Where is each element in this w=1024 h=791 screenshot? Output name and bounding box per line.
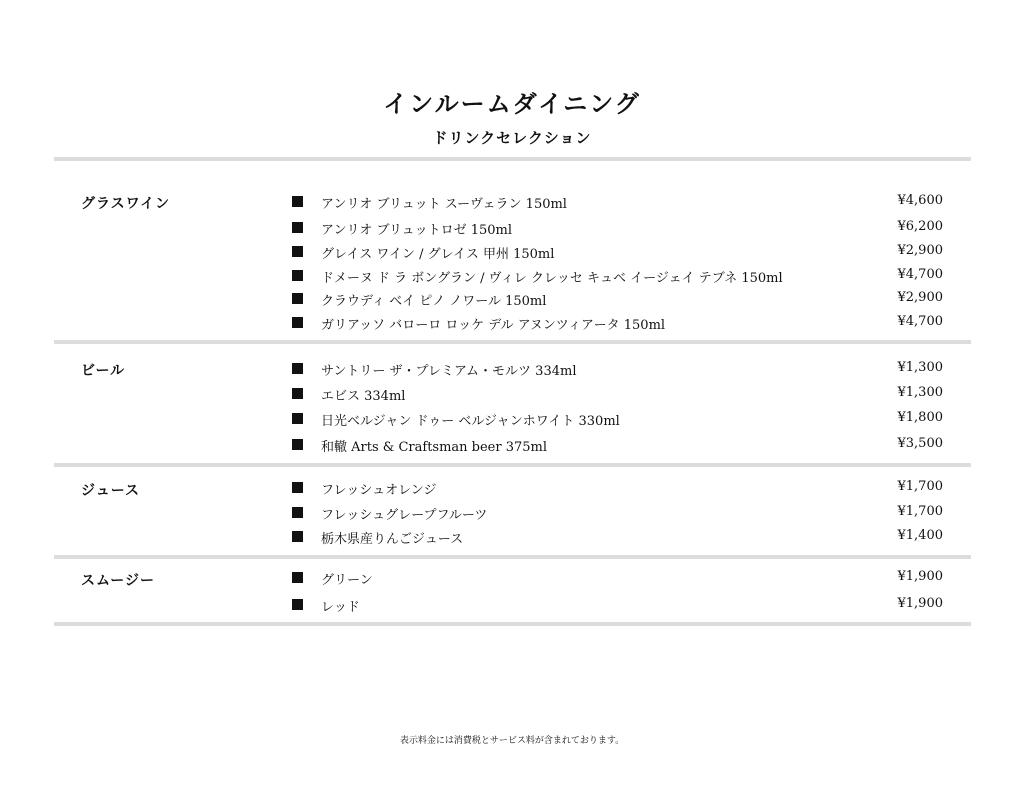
- bullet-icon: [292, 270, 303, 281]
- menu-item-name: 日光ベルジャン ドゥー ベルジャンホワイト 330ml: [321, 414, 620, 429]
- menu-item-name: アンリオ ブリュット スーヴェラン 150ml: [321, 197, 567, 212]
- menu-item-name: ガリアッソ バローロ ロッケ デル アヌンツィアータ 150ml: [321, 318, 666, 333]
- bullet-icon: [292, 439, 303, 450]
- bullet-icon: [292, 363, 303, 374]
- page-subtitle: ドリンクセレクション: [432, 129, 592, 147]
- menu-item-name: サントリー ザ・プレミアム・モルツ 334ml: [321, 364, 577, 379]
- bullet-icon: [292, 317, 303, 328]
- bullet-icon: [292, 413, 303, 424]
- menu-item-price: ¥6,200: [897, 219, 943, 234]
- menu-item-price: ¥1,300: [897, 360, 943, 375]
- menu-item-price: ¥1,900: [897, 596, 943, 611]
- menu-item-price: ¥3,500: [897, 436, 943, 451]
- category-label: ビール: [81, 363, 126, 379]
- bullet-icon: [292, 293, 303, 304]
- menu-item-price: ¥2,900: [897, 243, 943, 258]
- menu-item-price: ¥1,300: [897, 385, 943, 400]
- bullet-icon: [292, 196, 303, 207]
- menu-item-price: ¥1,800: [897, 410, 943, 425]
- divider: [54, 463, 971, 467]
- menu-item-name: グレイス ワイン / グレイス 甲州 150ml: [321, 247, 555, 262]
- footer-note: 表示料金には消費税とサービス料が含まれております。: [399, 736, 625, 746]
- bullet-icon: [292, 388, 303, 399]
- menu-item-name: エビス 334ml: [321, 389, 406, 404]
- menu-item-name: フレッシュグレープフルーツ: [321, 508, 488, 523]
- menu-item-name: ドメーヌ ド ラ ボングラン / ヴィレ クレッセ キュベ イージェイ テブネ 150ml: [321, 271, 783, 286]
- menu-item-name: レッド: [321, 600, 360, 615]
- menu-item-price: ¥1,700: [897, 479, 943, 494]
- divider: [54, 157, 971, 161]
- category-label: スムージー: [81, 573, 156, 589]
- menu-item-name: グリーン: [321, 573, 373, 588]
- menu-item-price: ¥1,700: [897, 504, 943, 519]
- menu-item-price: ¥2,900: [897, 290, 943, 305]
- bullet-icon: [292, 222, 303, 233]
- menu-item-name: 和轍 Arts & Craftsman beer 375ml: [321, 440, 548, 455]
- bullet-icon: [292, 246, 303, 257]
- bullet-icon: [292, 599, 303, 610]
- menu-item-price: ¥1,400: [897, 528, 943, 543]
- bullet-icon: [292, 482, 303, 493]
- menu-item-name: アンリオ ブリュットロゼ 150ml: [321, 223, 513, 238]
- menu-item-name: 栃木県産りんごジュース: [321, 532, 464, 547]
- menu-item-price: ¥4,600: [897, 193, 943, 208]
- menu-item-price: ¥4,700: [897, 267, 943, 282]
- divider: [54, 622, 971, 626]
- menu-item-name: フレッシュオレンジ: [321, 483, 437, 498]
- category-label: ジュース: [81, 483, 141, 499]
- page-title: インルームダイニング: [383, 89, 641, 118]
- divider: [54, 555, 971, 559]
- bullet-icon: [292, 507, 303, 518]
- category-label: グラスワイン: [81, 196, 171, 212]
- divider: [54, 340, 971, 344]
- menu-item-price: ¥1,900: [897, 569, 943, 584]
- bullet-icon: [292, 572, 303, 583]
- menu-item-price: ¥4,700: [897, 314, 943, 329]
- bullet-icon: [292, 531, 303, 542]
- menu-item-name: クラウディ ベイ ピノ ノワール 150ml: [321, 294, 547, 309]
